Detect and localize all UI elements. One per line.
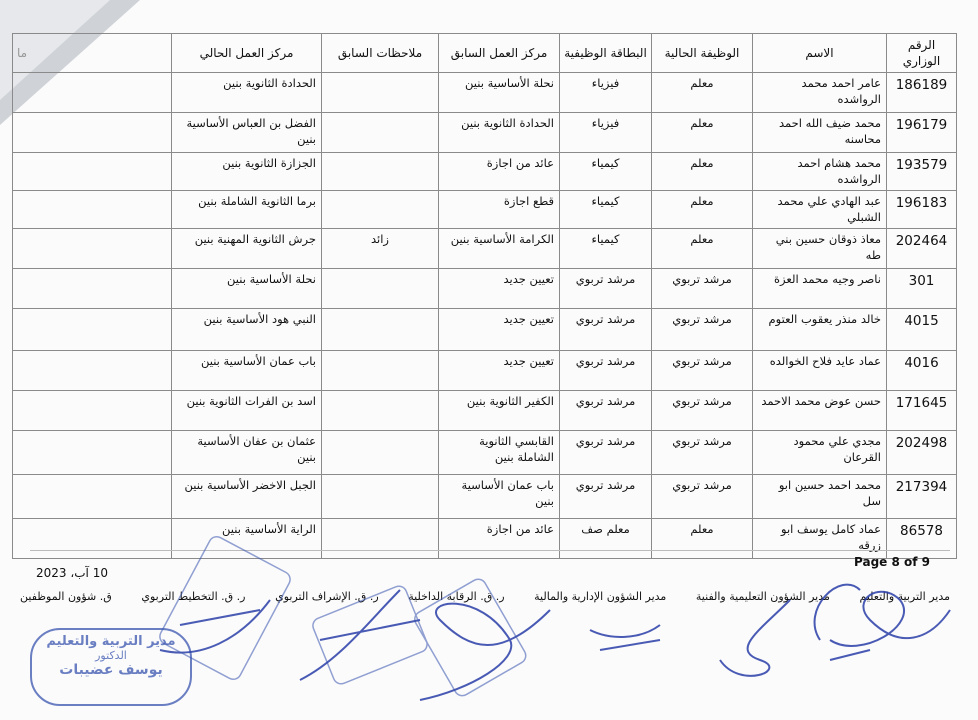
id-cell: 186189 [887,73,957,113]
curr-workplace-cell: نحلة الأساسية بنين [172,269,322,309]
name-cell: عامر احمد محمد الرواشده [753,73,887,113]
id-cell: 4015 [887,309,957,351]
signature-mark [830,592,950,646]
name-cell: معاذ ذوقان حسين بني طه [753,229,887,269]
id-cell: 301 [887,269,957,309]
id-cell: 196183 [887,191,957,229]
prev-workplace-cell: تعيين جديد [439,269,560,309]
job-cell: معلم [652,191,753,229]
card-cell: مرشد تربوي [560,431,652,475]
signature-title: ر. ق. الرقابة الداخلية [408,590,505,603]
curr-workplace-cell: الحدادة الثانوية بنين [172,73,322,113]
signature-mark [160,600,270,653]
card-cell: مرشد تربوي [560,269,652,309]
signature-title: مدير الشؤون الإدارية والمالية [534,590,667,603]
name-cell: محمد ضيف الله احمد محاسنه [753,113,887,153]
header-cell: ملاحظات السابق [322,34,439,73]
stamp-title: مدير التربية والتعليم [46,634,176,649]
name-cell: خالد منذر يعقوب العتوم [753,309,887,351]
signature-title: ر. ق. الإشراف التربوي [275,590,379,603]
id-cell: 196179 [887,113,957,153]
card-cell: مرشد تربوي [560,351,652,391]
signature-mark [815,585,870,660]
stamp-subtitle: الدكتور [95,649,127,662]
curr-workplace-cell: الفضل بن العباس الأساسية بنين [172,113,322,153]
prev-workplace-cell: نحلة الأساسية بنين [439,73,560,113]
job-cell: مرشد تربوي [652,269,753,309]
name-cell: حسن عوض محمد الاحمد [753,391,887,431]
signature-mark [420,604,550,700]
name-cell: محمد احمد حسين ابو سل [753,475,887,519]
card-cell: كيمياء [560,191,652,229]
curr-workplace-cell: اسد بن الفرات الثانوية بنين [172,391,322,431]
signature-mark [720,600,790,676]
name-cell: ناصر وجيه محمد العزة [753,269,887,309]
curr-workplace-cell: باب عمان الأساسية بنين [172,351,322,391]
prev-workplace-cell: الحدادة الثانوية بنين [439,113,560,153]
header-cell: الاسم [753,34,887,73]
header-cell: الوظيفة الحالية [652,34,753,73]
header-cell: مركز العمل السابق [439,34,560,73]
curr-workplace-cell: عثمان بن عفان الأساسية بنين [172,431,322,475]
header-cell: ما [13,34,172,73]
stamp-name: يوسف عضيبات [59,662,163,678]
name-cell: محمد هشام احمد الرواشده [753,153,887,191]
card-cell: فيزياء [560,73,652,113]
prev-workplace-cell: الكفير الثانوية بنين [439,391,560,431]
prev-note-cell: زائد [322,229,439,269]
id-cell: 4016 [887,351,957,391]
card-cell: كيمياء [560,153,652,191]
page-number: Page 8 of 9 [854,555,930,569]
curr-workplace-cell: الجزازة الثانوية بنين [172,153,322,191]
job-cell: معلم [652,153,753,191]
curr-workplace-cell: جرش الثانوية المهنية بنين [172,229,322,269]
job-cell: معلم [652,113,753,153]
name-cell: عماد عايد فلاح الخوالده [753,351,887,391]
curr-workplace-cell: الجبل الاخضر الأساسية بنين [172,475,322,519]
id-cell: 202464 [887,229,957,269]
id-cell: 171645 [887,391,957,431]
job-cell: معلم [652,229,753,269]
name-cell: عماد كامل يوسف ابو زرقه [753,519,887,559]
prev-workplace-cell: باب عمان الأساسية بنين [439,475,560,519]
signature-title: ر. ق. التخطيط التربوي [141,590,246,603]
document-date: 10 آب، 2023 [36,566,108,580]
stamp-box [311,584,430,686]
job-cell: مرشد تربوي [652,475,753,519]
header-cell: مركز العمل الحالي [172,34,322,73]
header-cell: البطاقة الوظيفية [560,34,652,73]
signature-title: مدير الشؤون التعليمية والفنية [695,590,830,603]
id-cell: 202498 [887,431,957,475]
name-cell: مجدي علي محمود القرعان [753,431,887,475]
card-cell: فيزياء [560,113,652,153]
stamp-box [412,576,529,698]
prev-workplace-cell: عائد من اجازة [439,153,560,191]
signature-mark [590,625,660,650]
card-cell: مرشد تربوي [560,391,652,431]
job-cell: مرشد تربوي [652,351,753,391]
prev-workplace-cell: قطع اجازة [439,191,560,229]
job-cell: مرشد تربوي [652,431,753,475]
name-cell: عبد الهادي علي محمد الشبلي [753,191,887,229]
signature-title: مدير التربية والتعليم [859,590,950,603]
stamp-box [157,534,293,682]
curr-workplace-cell: النبي هود الأساسية بنين [172,309,322,351]
id-cell: 193579 [887,153,957,191]
prev-workplace-cell: تعيين جديد [439,309,560,351]
prev-workplace-cell: تعيين جديد [439,351,560,391]
job-cell: مرشد تربوي [652,309,753,351]
job-cell: معلم [652,519,753,559]
card-cell: معلم صف [560,519,652,559]
card-cell: مرشد تربوي [560,475,652,519]
curr-workplace-cell: برما الثانوية الشاملة بنين [172,191,322,229]
id-cell: 217394 [887,475,957,519]
card-cell: مرشد تربوي [560,309,652,351]
curr-workplace-cell: الراية الأساسية بنين [172,519,322,559]
signature-title: ق. شؤون الموظفين [20,590,112,603]
job-cell: معلم [652,73,753,113]
prev-workplace-cell: الكرامة الأساسية بنين [439,229,560,269]
prev-workplace-cell: القابسي الثانوية الشاملة بنين [439,431,560,475]
header-cell: الرقم الوزاري [887,34,957,73]
prev-workplace-cell: عائد من اجازة [439,519,560,559]
card-cell: كيمياء [560,229,652,269]
id-cell: 86578 [887,519,957,559]
signature-mark [300,590,420,680]
job-cell: مرشد تربوي [652,391,753,431]
